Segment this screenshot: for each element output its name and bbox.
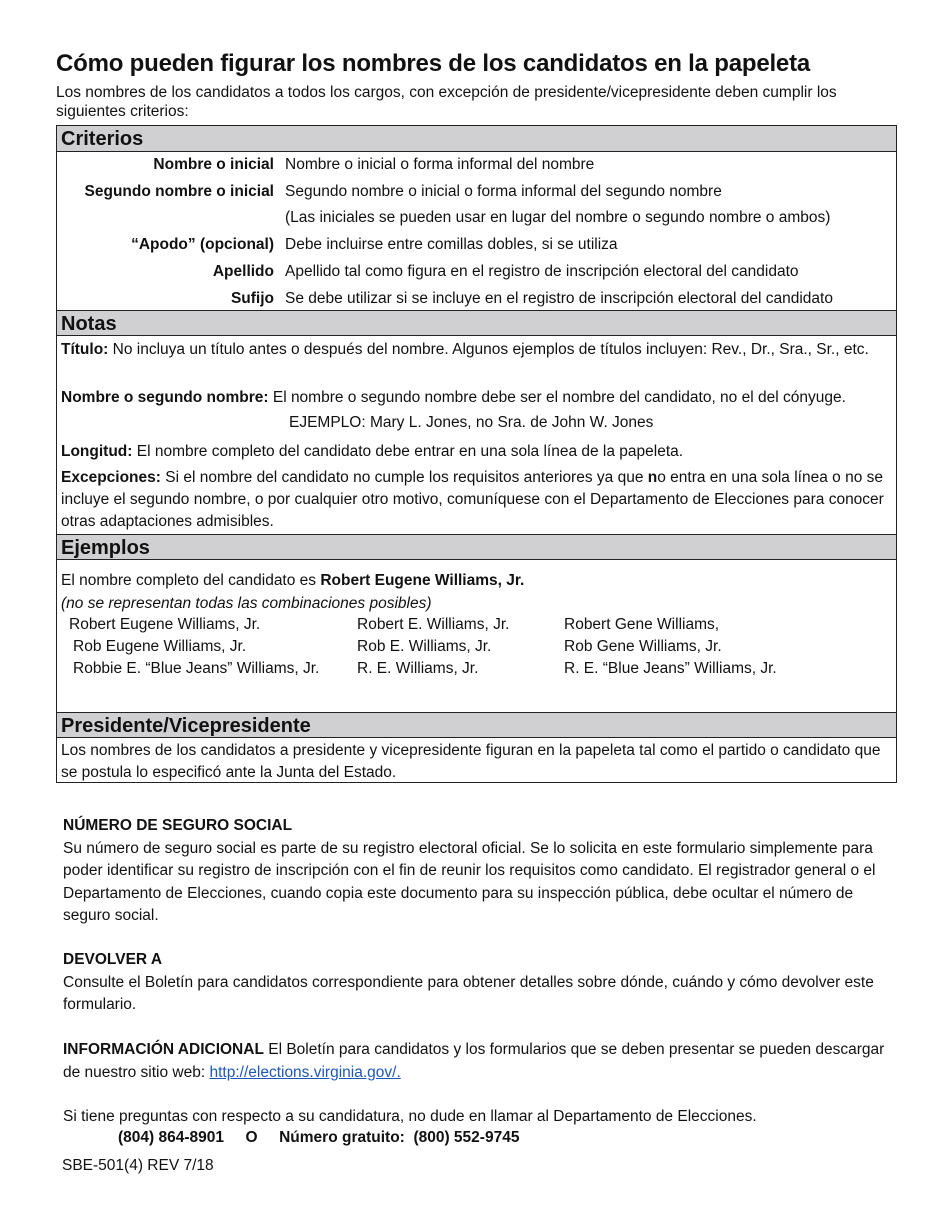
presidente-text: Los nombres de los candidatos a presidente y vicepresidente figuran en la papeleta tal como el partido o candidato que se postula lo especificó ante la Junta del Estado.: [61, 742, 881, 781]
preguntas-text: Si tiene preguntas con respecto a su candidatura, no dude en llamar al Departamento de Elecciones.: [63, 1108, 757, 1125]
nota-ejemplo: EJEMPLO: Mary L. Jones, no Sra. de John W. Jones: [289, 414, 654, 431]
page-title: Cómo pueden figurar los nombres de los candidatos en la papeleta: [56, 50, 811, 77]
ejemplos-intro-name: Robert Eugene Williams, Jr.: [320, 572, 525, 589]
nota-longitud: [61, 441, 893, 463]
nota-longitud-text: El nombre completo del candidato debe entrar en una sola línea de la papeleta.: [132, 443, 684, 460]
nota-excepciones-text-a: Si el nombre del candidato no cumple los requisitos anteriores ya que: [160, 469, 648, 486]
criterio-value: Nombre o inicial o forma informal del nombre: [285, 156, 595, 173]
devolver-text: Consulte el Boletín para candidatos correspondiente para obtener detalles sobre dónde, cuándo y cómo devolver este formulario.: [63, 973, 874, 1013]
notas-heading: Notas: [57, 310, 896, 336]
ejemplo-nombre: Robert E. Williams, Jr.: [357, 616, 510, 633]
ejemplos-intro-text: El nombre completo del candidato es: [61, 572, 321, 589]
ejemplo-nombre: R. E. Williams, Jr.: [357, 660, 479, 677]
nota-nombre: [61, 387, 893, 409]
criterio-value: (Las iniciales se pueden usar en lugar del nombre o segundo nombre o ambos): [285, 209, 831, 226]
nota-longitud-label: Longitud:: [61, 443, 133, 460]
devolver-heading: DEVOLVER A: [63, 951, 163, 968]
nota-titulo-text: No incluya un título antes o después del nombre. Algunos ejemplos de títulos incluyen: Rev., Dr., Sra., Sr., etc.: [108, 341, 869, 358]
criterio-value: Debe incluirse entre comillas dobles, si se utiliza: [285, 236, 618, 253]
elections-website-link[interactable]: http://elections.virginia.gov/.: [209, 1063, 401, 1081]
criterio-label: Sufijo: [230, 290, 274, 307]
criterio-value: Segundo nombre o inicial o forma informal del segundo nombre: [285, 183, 722, 200]
presidente-heading: Presidente/Vicepresidente: [57, 712, 896, 738]
criterio-label: Segundo nombre o inicial: [84, 183, 274, 200]
ejemplo-nombre: Rob E. Williams, Jr.: [357, 638, 492, 655]
nota-excepciones-text-b: o entra en una sola línea o no se incluye el segundo nombre, o por cualquier otro motivo, comuníquese con el Departamento de Elecciones para conocer otras adaptaciones admisibles.: [61, 469, 884, 530]
seguro-social-section: [63, 815, 893, 928]
nota-excepciones-bold: n: [647, 469, 658, 486]
info-adicional-text: El Boletín para candidatos y los formularios que se deben presentar se pueden descargar de nuestro sitio web:: [63, 1041, 885, 1081]
criterio-label: Apellido: [212, 263, 274, 280]
criterio-label: “Apodo” (opcional): [131, 236, 274, 253]
seguro-social-text: Su número de seguro social es parte de su registro electoral oficial. Se lo solicita en este formulario simplemente para poder identificar su registro de inscripción con el fin de reunir los requisitos como candidato. El registrador general o el Departamento de Elecciones, cuando copia este documento para su inspección pública, debe ocultar el número de seguro social.: [63, 839, 876, 924]
ejemplo-nombre: R. E. “Blue Jeans” Williams, Jr.: [564, 660, 777, 677]
ejemplo-nombre: Robbie E. “Blue Jeans” Williams, Jr.: [73, 660, 320, 677]
nota-excepciones: [61, 467, 893, 533]
nota-nombre-text: El nombre o segundo nombre debe ser el nombre del candidato, no el del cónyuge.: [268, 389, 846, 406]
ejemplo-nombre: Robert Gene Williams,: [564, 616, 720, 633]
nota-nombre-label: Nombre o segundo nombre:: [61, 389, 269, 406]
nota-titulo: [61, 339, 893, 361]
ejemplo-nombre: Rob Gene Williams, Jr.: [564, 638, 722, 655]
ejemplos-note: (no se representan todas las combinaciones posibles): [61, 595, 432, 612]
form-id: SBE-501(4) REV 7/18: [62, 1157, 214, 1174]
ejemplo-nombre: Rob Eugene Williams, Jr.: [73, 638, 247, 655]
info-adicional-heading: INFORMACIÓN ADICIONAL: [63, 1041, 264, 1058]
criterio-value: Apellido tal como figura en el registro de inscripción electoral del candidato: [285, 263, 799, 280]
criteria-box: [56, 125, 897, 783]
criterio-label: Nombre o inicial: [153, 156, 274, 173]
ejemplos-intro: [61, 570, 524, 592]
ejemplos-heading: Ejemplos: [57, 534, 896, 560]
phone-numbers: (804) 864-8901 O Número gratuito: (800) 552-9745: [118, 1129, 520, 1146]
nota-titulo-label: Título:: [61, 341, 109, 358]
intro-text: Los nombres de los candidatos a todos los cargos, con excepción de presidente/vicepresidente deben cumplir los siguientes criterios:: [56, 84, 837, 120]
nota-excepciones-label: Excepciones:: [61, 469, 161, 486]
devolver-section: [63, 949, 893, 1017]
seguro-social-heading: NÚMERO DE SEGURO SOCIAL: [63, 817, 293, 834]
criterios-heading: Criterios: [57, 126, 896, 152]
criterio-value: Se debe utilizar si se incluye en el registro de inscripción electoral del candidato: [285, 290, 833, 307]
ejemplo-nombre: Robert Eugene Williams, Jr.: [69, 616, 261, 633]
info-adicional-section: [63, 1039, 893, 1084]
